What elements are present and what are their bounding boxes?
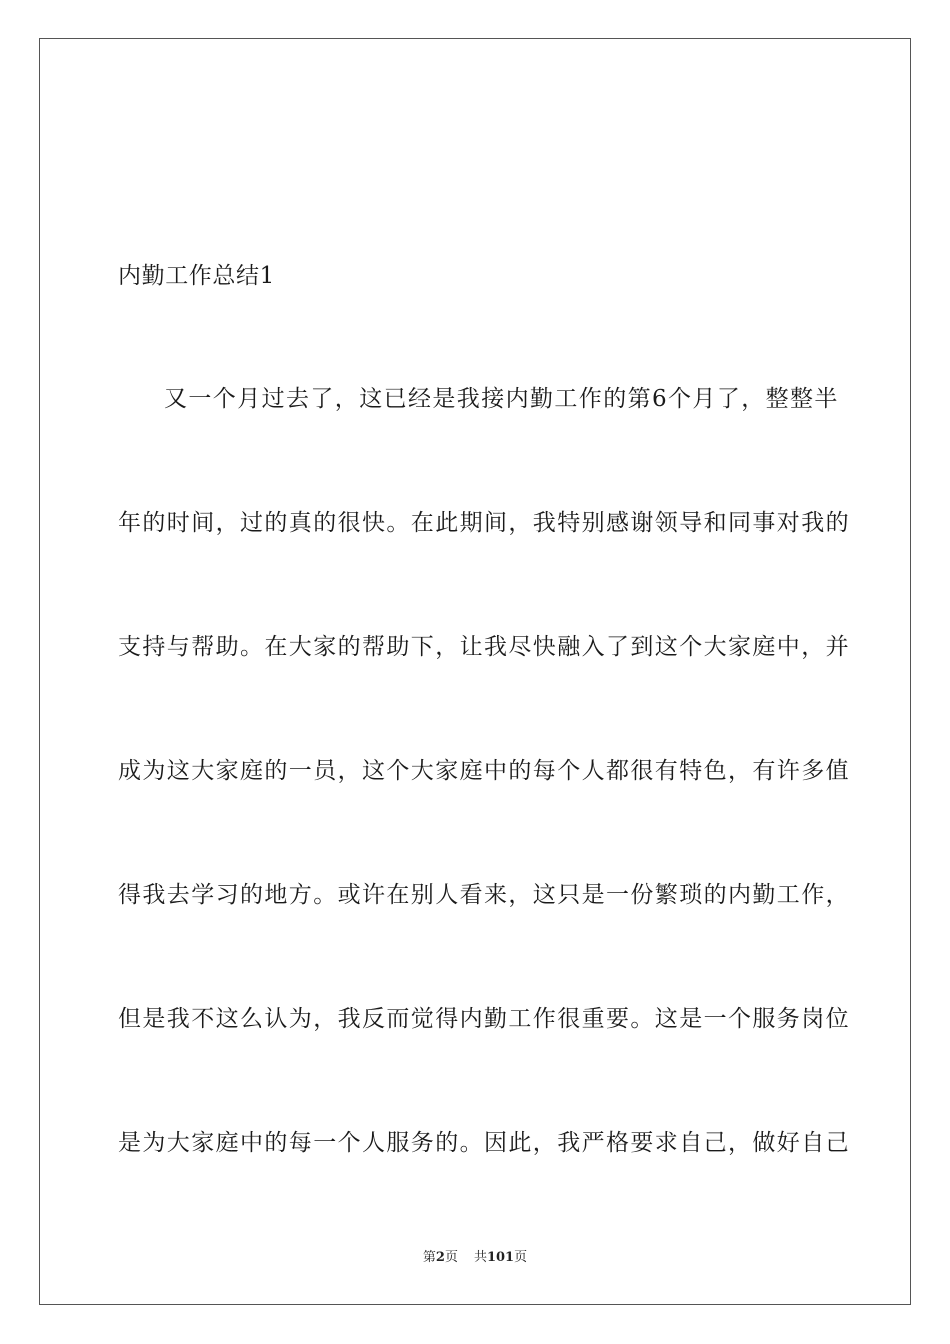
total-prefix: 共 <box>473 1250 487 1265</box>
body-line-7: 是为大家庭中的每一个人服务的。因此，我严格要求自己，做好自己 <box>118 1130 850 1156</box>
page-frame <box>39 38 911 1305</box>
document-title: 内勤工作总结1 <box>118 263 275 289</box>
page-prefix: 第 <box>422 1250 436 1265</box>
page-suffix: 页 <box>444 1250 458 1265</box>
body-line-2: 年的时间，过的真的很快。在此期间，我特别感谢领导和同事对我的 <box>118 510 850 536</box>
body-line-4: 成为这大家庭的一员，这个大家庭中的每个人都很有特色，有许多值 <box>118 758 850 784</box>
page-total: 101 <box>486 1250 515 1265</box>
page-footer <box>0 1249 950 1267</box>
body-line-1: 又一个月过去了，这已经是我接内勤工作的第6个月了，整整半 <box>164 386 839 412</box>
body-line-6: 但是我不这么认为，我反而觉得内勤工作很重要。这是一个服务岗位 <box>118 1006 850 1032</box>
total-suffix: 页 <box>514 1250 528 1265</box>
body-line-3: 支持与帮助。在大家的帮助下，让我尽快融入了到这个大家庭中，并 <box>118 634 850 660</box>
page-current: 2 <box>435 1250 445 1265</box>
body-line-5: 得我去学习的地方。或许在别人看来，这只是一份繁琐的内勤工作， <box>118 882 850 908</box>
